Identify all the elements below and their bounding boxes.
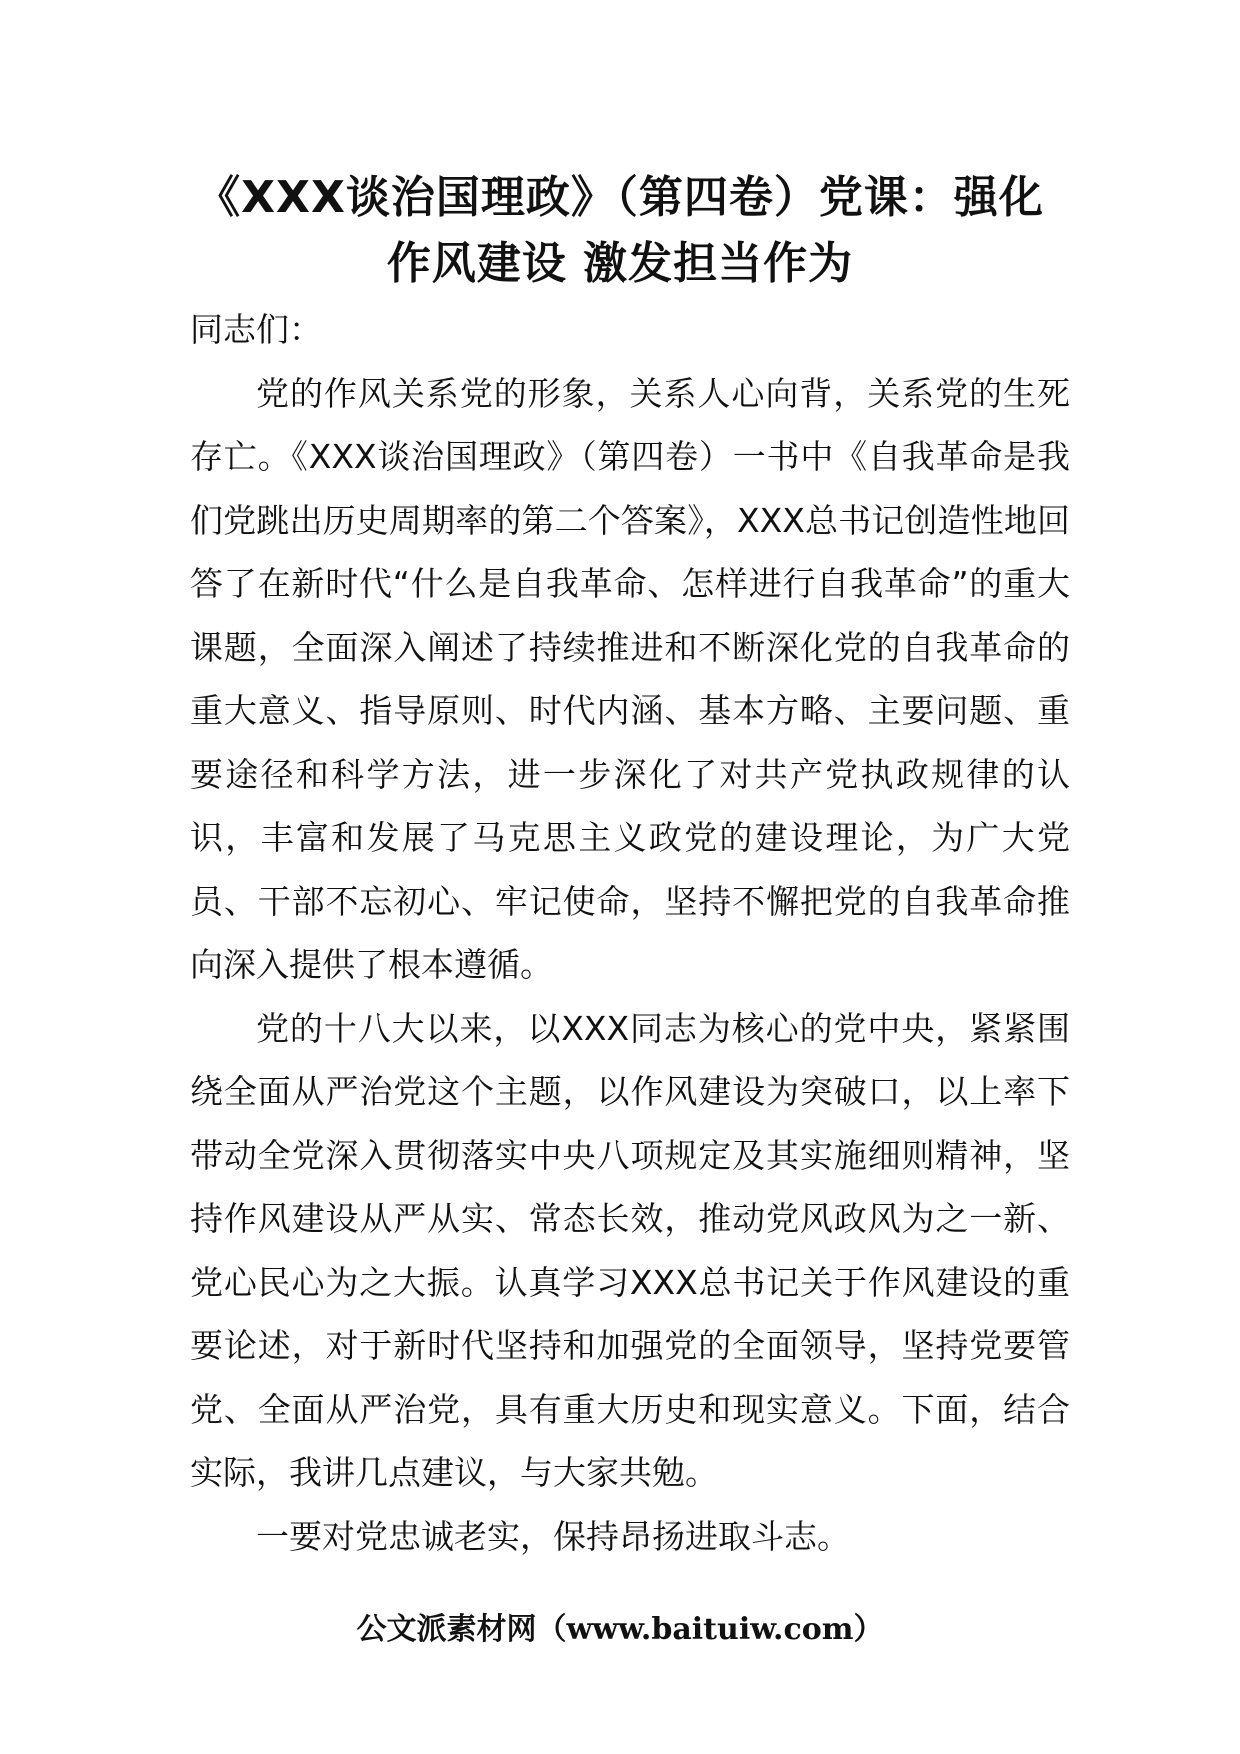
salutation: 同志们： [190,310,322,349]
paragraph-2: 党的十八大以来，以XXX同志为核心的党中央，紧紧围绕全面从严治党这个主题，以作风建设为突破口，以上率下带动全党深入贯彻落实中央八项规定及其实施细则精神，坚持作风建设从严从实、常态长效，推动党风政风为之一新、党心民心为之大振。认真学习XXX总书记关于作风建设的重要论述，对于新时代坚持和加强党的全面领导，坚持党要管党、全面从严治党，具有重大历史和现实意义。下面，结合实际，我讲几点建议，与大家共勉。 [190,1008,1070,1492]
paragraph-1: 党的作风关系党的形象，关系人心向背，关系党的生死存亡。《XXX谈治国理政》（第四卷）一书中《自我革命是我们党跳出历史周期率的第二个答案》，XXX总书记创造性地回答了在新时代“什么是自我革命、怎样进行自我革命”的重大课题，全面深入阐述了持续推进和不断深化党的自我革命的重大意义、指导原则、时代内涵、基本方略、主要问题、重要途径和科学方法，进一步深化了对共产党执政规律的认识，丰富和发展了马克思主义政党的建设理论，为广大党员、干部不忘初心、牢记使命，坚持不懈把党的自我革命推向深入提供了根本遵循。 [190,373,1070,984]
document-title-line-1: 《XXX谈治国理政》（第四卷）党课：强化 [196,172,1044,223]
footer-watermark: 公文派素材网（www.baituiw.com） [356,1612,884,1647]
point-heading-1: 一要对党忠诚老实，保持昂扬进取斗志。 [256,1516,850,1556]
document-title-line-2: 作风建设 激发担当作为 [386,238,854,289]
document-body [190,298,1070,1568]
document-title [170,165,1070,297]
